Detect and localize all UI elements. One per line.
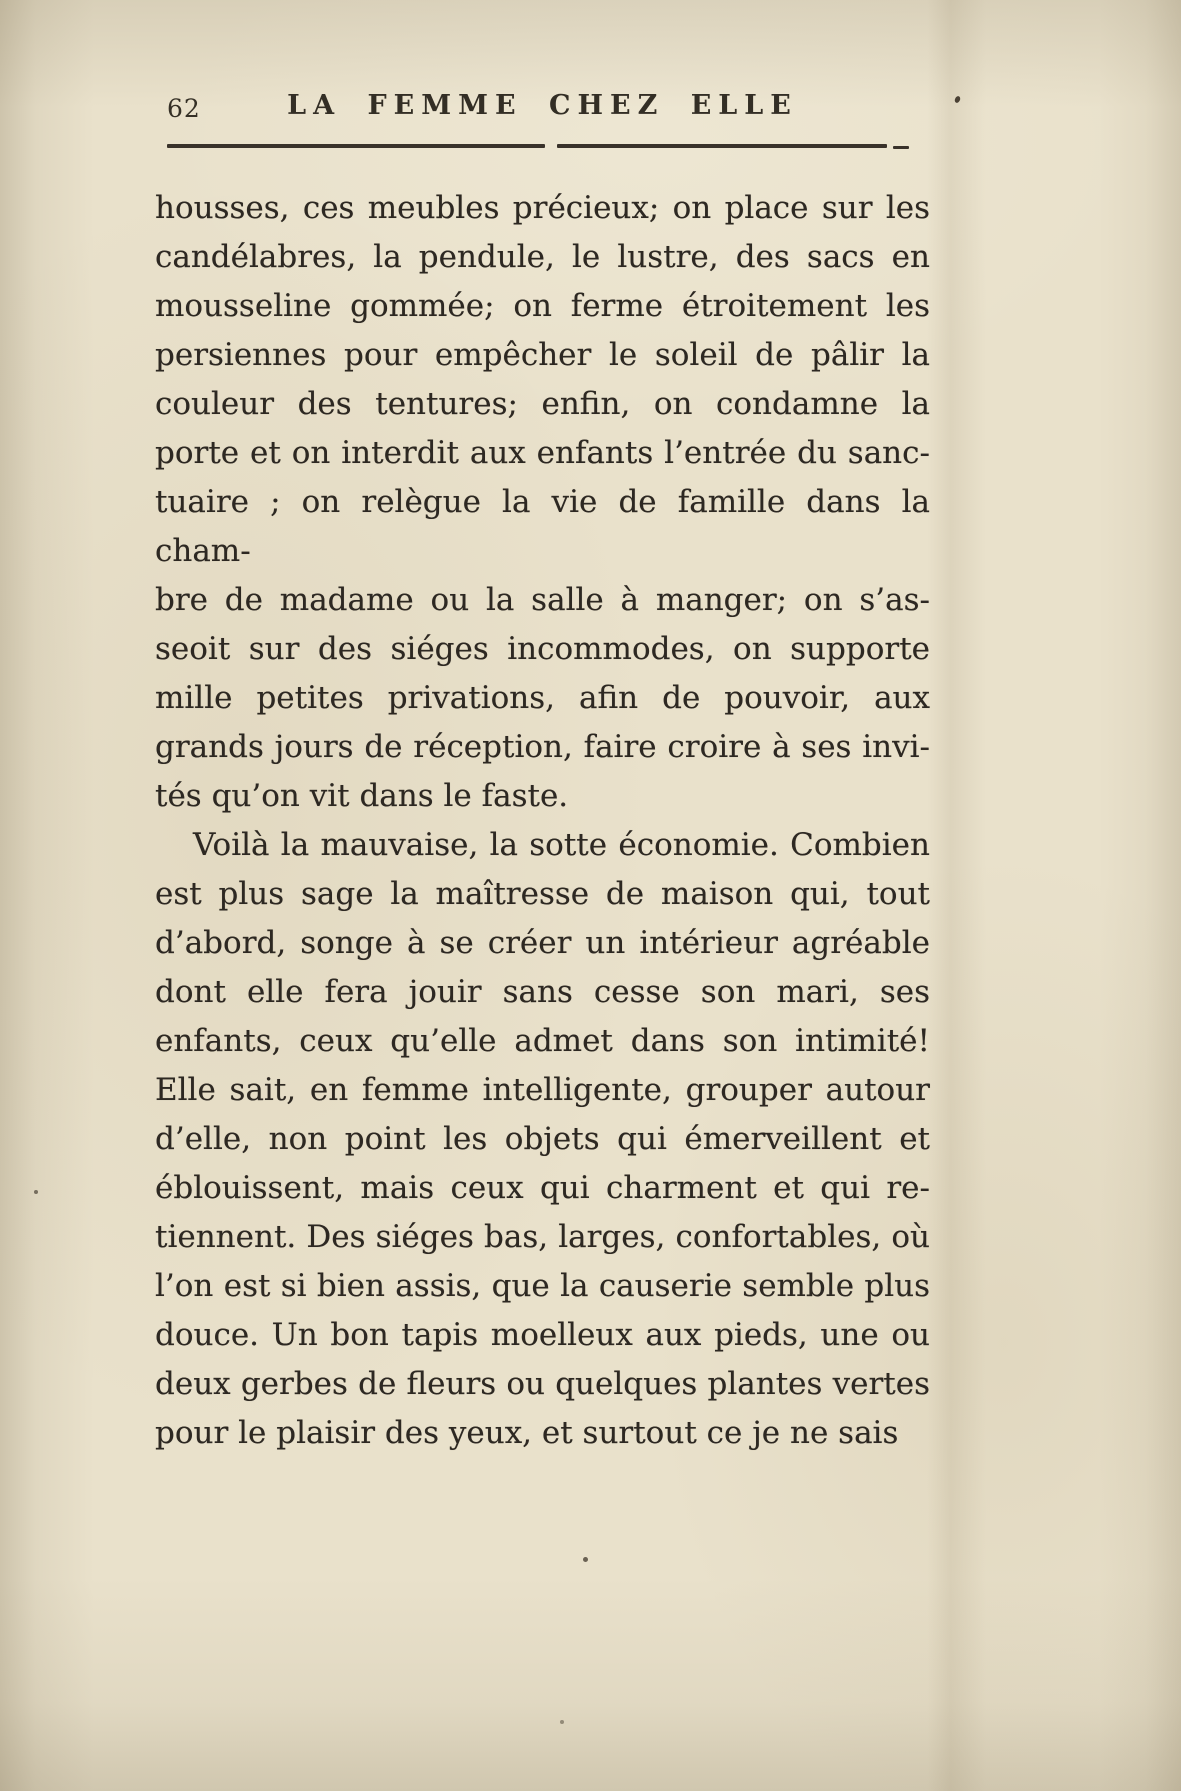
text-line: persiennes pour empêcher le soleil de pâlir la	[155, 337, 930, 373]
text-block	[155, 184, 930, 1458]
page-number: 62	[167, 94, 201, 123]
header-rule-segment	[557, 144, 887, 148]
text-line: tuaire ; on relègue la vie de famille dans la cham-	[155, 484, 930, 569]
paragraph	[155, 184, 930, 821]
text-line: Voilà la mauvaise, la sotte économie. Combien	[193, 827, 930, 863]
header-rule	[167, 142, 912, 150]
text-line: seoit sur des siéges incommodes, on supporte	[155, 631, 930, 667]
text-line: porte et on interdit aux enfants l’entrée du sanc-	[155, 435, 930, 471]
text-line: grands jours de réception, faire croire à ses invi-	[155, 729, 930, 765]
text-line: d’elle, non point les objets qui émerveillent et	[155, 1121, 930, 1157]
text-line: douce. Un bon tapis moelleux aux pieds, une ou	[155, 1317, 930, 1353]
text-line: enfants, ceux qu’elle admet dans son intimité!	[155, 1023, 930, 1059]
text-line: l’on est si bien assis, que la causerie semble plus	[155, 1268, 930, 1304]
text-line: d’abord, songe à se créer un intérieur agréable	[155, 925, 930, 961]
text-line: est plus sage la maîtresse de maison qui, tout	[155, 876, 930, 912]
text-line: mousseline gommée; on ferme étroitement les	[155, 288, 930, 324]
text-line: couleur des tentures; enfin, on condamne la	[155, 386, 930, 422]
running-title: LA FEMME CHEZ ELLE	[287, 90, 798, 121]
text-line: candélabres, la pendule, le lustre, des sacs en	[155, 239, 930, 275]
text-line: éblouissent, mais ceux qui charment et qui re-	[155, 1170, 930, 1206]
text-line: housses, ces meubles précieux; on place sur les	[155, 190, 930, 226]
paper-speck	[560, 1720, 564, 1724]
paper-speck	[583, 1557, 588, 1562]
text-line: Elle sait, en femme intelligente, grouper autour	[155, 1072, 930, 1108]
text-line: tés qu’on vit dans le faste.	[155, 778, 569, 814]
text-line: tiennent. Des siéges bas, larges, confortables, où	[155, 1219, 930, 1255]
text-line: dont elle fera jouir sans cesse son mari, ses	[155, 974, 930, 1010]
text-line: pour le plaisir des yeux, et surtout ce je ne sais	[155, 1415, 899, 1451]
paper-speck	[34, 1190, 38, 1194]
paragraph	[155, 821, 930, 1458]
text-line: mille petites privations, afin de pouvoir, aux	[155, 680, 930, 716]
text-line: bre de madame ou la salle à manger; on s’as-	[155, 582, 930, 618]
text-line: deux gerbes de fleurs ou quelques plantes vertes	[155, 1366, 930, 1402]
header-rule-segment	[893, 146, 909, 149]
paper-speck	[954, 95, 961, 103]
header-rule-segment	[167, 144, 545, 148]
page-header	[155, 88, 930, 132]
